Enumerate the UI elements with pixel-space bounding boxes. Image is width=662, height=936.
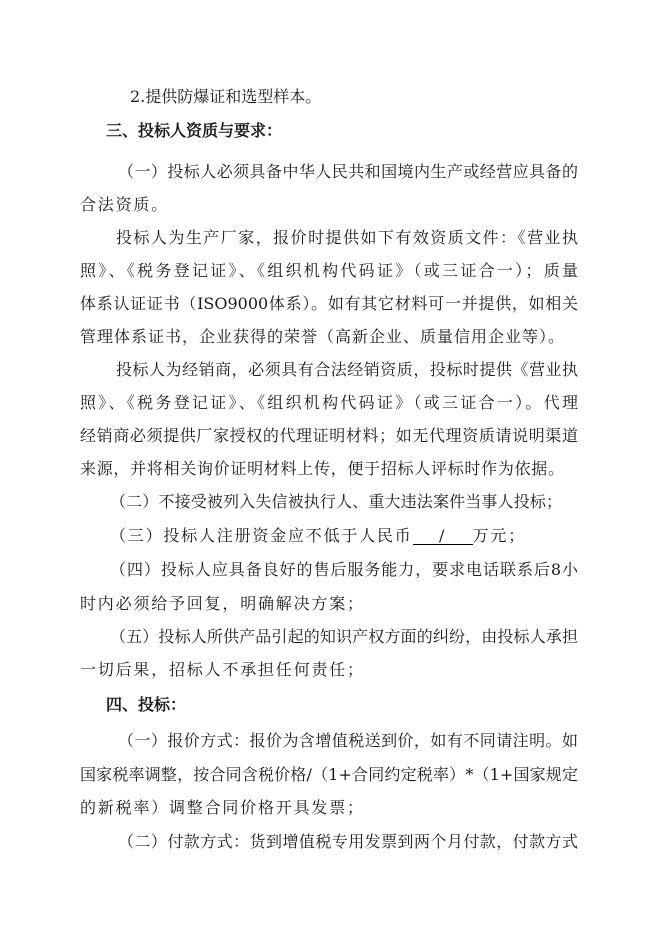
paragraph-line: 体系认证证书（ISO9000体系）。如有其它材料可一并提供，如相关 [80,294,578,313]
paragraph-text: （三）投标人注册资金应不低于人民币 [110,526,413,545]
paragraph-line: （五）投标人所供产品引起的知识产权方面的纠纷，由投标人承担 [110,627,578,646]
paragraph-line: （二）不接受被列入失信被执行人、重大违法案件当事人投标； [110,492,562,511]
paragraph-line: 时内必须给予回复，明确解决方案； [80,594,365,613]
section-heading-4: 四、投标： [106,695,187,714]
paragraph-line: （一）投标人必须具备中华人民共和国境内生产或经营应具备的 [118,162,578,181]
paragraph-line: 投标人为经销商，必须具有合法经销资质，投标时提供《营业执 [116,360,578,379]
paragraph-line: 国家税率调整，按合同含税价格/（1+合同约定税率）*（1+国家规定 [80,765,578,784]
paragraph-line: （一）报价方式：报价为含增值税送到价，如有不同请注明。如 [118,731,578,750]
registered-capital-line [110,526,526,546]
paragraph-text: 万元； [472,526,527,545]
paragraph-line: 投标人为生产厂家，报价时提供如下有效资质文件：《营业执 [116,228,578,247]
paragraph-line: 管理体系证书，企业获得的荣誉（高新企业、质量信用企业等）。 [80,327,564,346]
paragraph-line: 合法资质。 [80,195,170,214]
paragraph-line: 照》、《税务登记证》、《组织机构代码证》（或三证合一）；质量 [80,261,578,280]
registered-capital-field: / [413,527,473,545]
paragraph-line: 来源，并将相关询价证明材料上传，便于招标人评标时作为依据。 [80,459,564,478]
paragraph-line: 一切后果，招标人不承担任何责任； [80,660,365,679]
paragraph-line: 的新税率）调整合同价格开具发票； [80,798,365,817]
paragraph-line: （四）投标人应具备良好的售后服务能力，要求电话联系后8小 [110,560,578,579]
paragraph-line: 照》、《税务登记证》、《组织机构代码证》（或三证合一）。代理 [80,393,578,412]
paragraph-line: （二）付款方式：货到增值税专用发票到两个月付款，付款方式 [118,832,578,851]
paragraph-line: 经销商必须提供厂家授权的代理证明材料；如无代理资质请说明渠道 [80,426,578,445]
list-item-2: 2.提供防爆证和选型样本。 [130,87,322,106]
section-heading-3: 三、投标人资质与要求： [106,121,283,140]
